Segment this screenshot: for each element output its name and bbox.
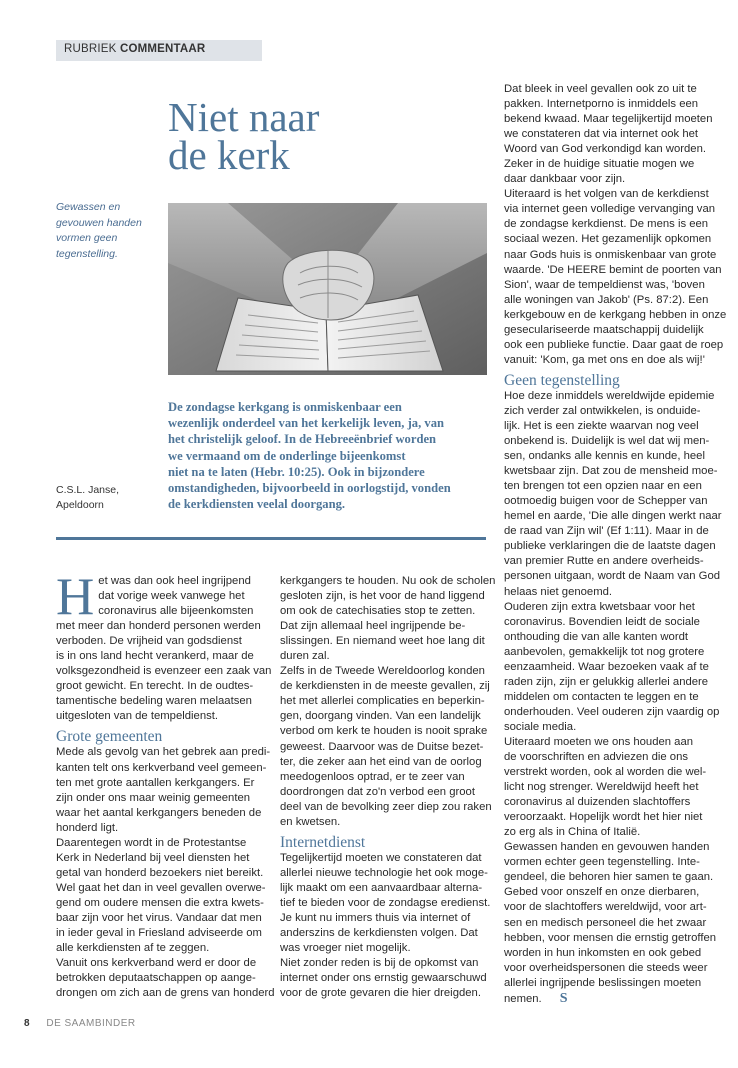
subheading: Grote gemeenten [56,728,163,746]
text-line: de raad van Zijn wil' (Ef 1:11). Maar in de [504,525,709,538]
text-line: Woord van God verkondigd kan worden. [504,143,706,156]
text-line: naar Gods huis is onmiskenbaar van grote [504,248,717,261]
text-line: voor de grote gevaren die hier dreigden. [280,987,481,1000]
text-line: publieke verklaringen die de laatste dagen [504,540,716,553]
photo-praying-hands [168,203,487,375]
text-line: kerkgangers te houden. Nu ook de scholen [280,575,496,587]
text-line: et was dan ook heel ingrijpend [98,575,251,587]
section-label [56,40,262,61]
text-line: kwetsbaar zijn. Dat zou de mensheid moe- [504,465,718,478]
text-line: gend om oudere mensen die extra kwets- [56,896,264,909]
text-line: verstrekt worden, ook al worden die wel- [504,766,707,779]
text-line: wezenlijk onderdeel van het kerkelijk leven, ja, van [168,416,444,431]
text-line: uitgesloten van de tempeldienst. [56,710,219,723]
text-line: gen, doorgang vinden. Van een landelijk [280,710,481,723]
text-line: geseculariseerde maatschappij duidelijk [504,323,704,336]
text-line: dat vorige week vanwege het [98,590,245,603]
text-line: Kerk in Nederland bij veel diensten het [56,851,250,864]
text-line: hemel en aarde, 'Die alle dingen werkt naar [504,510,722,523]
text-line: drongen om zich aan de grens van honderd [56,987,275,1000]
text-line: kerkgebouw en de kerkgang hebben in onze [504,308,727,321]
text-line: Daarentegen wordt in de Protestantse [56,836,247,849]
text-line: slissingen. En niemand weet hoe lang dit [280,635,485,648]
text-line: de kerkdiensten veelal doorgang. [168,497,346,512]
text-line: Uiteraard is het volgen van de kerkdienst [504,188,709,201]
page-number: 8 [24,1018,30,1029]
subheading: Geen tegenstelling [504,371,620,389]
text-line: veroorzaakt. Hopelijk wordt het hier niet [504,811,703,824]
text-line: bekend kwaad. Maar tegelijkertijd moeten [504,113,713,126]
text-line: ten brengen tot een opzien naar en een [504,480,702,493]
text-line: het christelijk geloof. In de Hebreeënbrief worden [168,432,437,447]
text-line: worden in hun inkomsten en ook gebed [504,946,702,959]
text-line: kanten telt ons kerkverband veel gemeen- [56,761,267,774]
text-line: en kwetsen. [280,815,341,828]
text-line: we constateren dat via internet ook het [504,128,699,141]
text-line: aanbevolen, gemakkelijk tot nog grotere [504,645,705,658]
column-1 [56,568,275,1001]
text-line: omstandigheden, bijvoorbeeld in oorlogstijd, vonden [168,480,451,495]
text-line: coronavirus alle bijeenkomsten [98,605,254,618]
text-line: volksgezondheid is evenzeer een zaak van [56,665,272,678]
text-line: in ieder geval in Friesland adviseerde om [56,927,262,940]
text-line: honderd ligt. [56,821,119,834]
text-line [504,991,716,1006]
intro-lead [168,399,498,512]
text-line: Gewassen handen en gevouwen handen [504,841,710,854]
text-line: onthouding die van alle kanten wordt [504,630,689,643]
text-line: onderhouden. Veel ouderen zijn vaardig op [504,705,720,718]
text-line: alle woningen van Jakob' (Ps. 87:2). Een [504,293,709,306]
text-line: Zelfs in de Tweede Wereldoorlog konden [280,665,485,678]
text-line: sen en medisch personeel die het zwaar [504,916,707,929]
text-line: vanuit: 'Kom, ga met ons en doe als wij!' [504,353,705,366]
text-line: sen, ondanks alle kennis en kunde, heel [504,450,705,463]
article-title [168,94,488,178]
text-line: vormen echter geen tegenstelling. Inte- [504,856,700,869]
text-line: tamentische bedeling waren melaatsen [56,695,252,708]
text-line: groot gewicht. En terecht. In de oudtes- [56,680,254,693]
text-line: Gebed voor onszelf en onze dierbaren, [504,886,700,899]
author [56,483,156,513]
subheading: Internetdienst [280,833,366,851]
text-line: geweest. Daarvoor was de Duitse bezet- [280,740,484,753]
text-line: Wel gaat het dan in veel gevallen overwe- [56,881,266,894]
text-line: de kerkdiensten in de meeste gevallen, zij [280,680,490,693]
text-line: daar dankbaar voor zijn. [504,173,626,186]
text-line: van premier Rutte en andere overheids- [504,555,704,568]
text-line: allerlei ingrijpende beslissingen moeten [504,976,702,989]
text-line: zich verder zal ontwikkelen, is onduide- [504,404,701,417]
end-mark-icon: S [559,990,568,1006]
author-place: Apeldoorn [56,499,104,511]
text-line: is in ons land hecht verankerd, maar de [56,650,254,663]
text-line: deel van de bevolking zeer diep zou raken [280,800,492,813]
text-line: coronavirus. Bovendien leidt de sociale [504,615,700,628]
title-line: de kerk [168,132,290,178]
text-line: Je kunt nu immers thuis via internet of [280,911,471,924]
text-line: tief te bieden voor de zondagse eredienst. [280,896,491,909]
text-line: zo erg als in China of Italië. [504,826,641,839]
text-line: was vroeger niet mogelijk. [280,942,411,955]
text-line: niet na te laten (Hebr. 10:25). Ook in bijzondere [168,464,425,479]
text-line: het met allerlei complicaties en beperkin- [280,695,485,708]
photo-caption [56,200,156,262]
text-line: Zeker in de huidige situatie mogen we [504,158,695,171]
text-line: ootmoedig buigen voor de Schepper van [504,495,708,508]
text-line: De zondagse kerkgang is onmiskenbaar een [168,400,402,414]
section-label-prefix: RUBRIEK [64,43,117,55]
text-line: waar het aantal kerkgangers beneden de [56,806,262,819]
last-line-text: nemen. [504,992,542,1005]
text-line: lijk maakt om een aanvaardbaar alterna- [280,881,483,894]
text-line: Mede als gevolg van het gebrek aan predi- [56,746,271,759]
text-line: Gewassen en [56,201,121,213]
text-line: raden zijn, zijn er gelukkig allerlei andere [504,675,709,688]
text-line: verbod om kerk te houden is nooit sprake [280,725,488,738]
text-line: Ouderen zijn extra kwetsbaar voor het [504,600,695,613]
text-line: helaas niet genoemd. [504,585,613,598]
text-line: Dat bleek in veel gevallen ook zo uit te [504,83,697,95]
text-line: Niet zonder reden is bij de opkomst van [280,957,479,970]
text-line: Dat zijn allemaal heel ingrijpende be- [280,620,466,633]
text-line: gesloten zijn, is het voor de hand liggend [280,590,485,603]
title-line: Niet naar [168,94,320,140]
text-line: Uiteraard moeten we ons houden aan [504,735,694,748]
section-label-name: COMMENTAAR [119,43,206,55]
text-line: de voorschriften en adviezen die ons [504,751,689,764]
column-3 [504,82,727,1006]
text-line: getal van honderd bezoekers niet bereikt. [56,866,264,879]
text-line: waarde. 'De HEERE bemint de poorten van [504,263,722,276]
text-line: meedogenloos optrad, er te zeer van [280,770,465,783]
text-line: middelen om contacten te leggen en te [504,690,699,703]
column-2 [280,574,496,1001]
text-line: ten met grote aantallen kerkgangers. Er [56,776,255,789]
text-line: allerlei nieuwe technologie het ook moge- [280,866,488,879]
text-line: licht nog strenger. Wereldwijd heeft het [504,781,699,794]
text-line: tegenstelling. [56,247,118,260]
text-line: voor overheidspersonen die steeds weer [504,961,708,974]
text-line: met meer dan honderd personen werden [56,620,261,633]
text-line: sociale media. [504,720,577,733]
text-line: baar zijn voor het virus. Vandaar dat men [56,911,262,924]
text-line: doordrongen dat zo'n verbod een groot [280,785,475,798]
text-line: Sion', waar de tempeldienst was, 'boven [504,278,705,291]
magazine-name: DE SAAMBINDER [46,1018,136,1029]
text-line: Vanuit ons kerkverband werd er door de [56,957,257,970]
text-line: ook een publieke functie. Daar gaat de roep [504,338,724,351]
text-line: personen uitgaan, wordt de Naam van God [504,570,721,583]
page-footer [24,1018,136,1029]
text-line: ter, die zeker aan het eind van de oorlog [280,755,482,768]
text-line: sociaal wezen. Het gezamenlijk opkomen [504,233,712,246]
text-line: betrokken deputaatschappen op aange- [56,972,256,985]
text-line: zijn onder ons maar weinig gemeenten [56,791,251,804]
text-line: alle kerkdiensten af te zeggen. [56,942,210,955]
author-name: C.S.L. Janse, [56,484,120,496]
text-line: via internet geen volledige vervanging van [504,203,716,216]
text-line: onbekend is. Duidelijk is wel dat wij men- [504,435,710,448]
text-line: anderszins de kerkdiensten volgen. Dat [280,927,478,940]
drop-cap: H [56,568,95,626]
text-line: Tegelijkertijd moeten we constateren dat [280,851,482,864]
text-line: Hoe deze inmiddels wereldwijde epidemie [504,389,715,402]
text-line: om ook de catechisaties stop te zetten. [280,605,476,618]
praying-hands-bible-image [168,203,487,375]
text-line: pakken. Internetporno is inmiddels een [504,98,699,111]
text-line: duren zal. [280,650,330,663]
text-line: gendeel, die behoren hier samen te gaan. [504,871,714,884]
text-line: internet onder ons ernstig gewaarschuwd [280,972,487,985]
divider-rule [56,537,486,540]
text-line: verboden. De vrijheid van godsdienst [56,635,242,648]
text-line: we vermaand om de onderlinge bijeenkomst [168,448,406,463]
text-line: de zondagse kerkdienst. De mens is een [504,218,709,231]
text-line: vormen geen [56,232,118,244]
text-line: eenzaamheid. Waar bezoeken vaak af te [504,660,709,673]
text-line: gevouwen handen [56,216,142,229]
text-line: coronavirus al duizenden slachtoffers [504,796,691,809]
text-line: lijk. Het is een ziekte waarvan nog veel [504,419,699,432]
text-line: hebben, voor mensen die ernstig getroffen [504,931,717,944]
text-line: voor de slachtoffers wereldwijd, voor art- [504,901,707,914]
